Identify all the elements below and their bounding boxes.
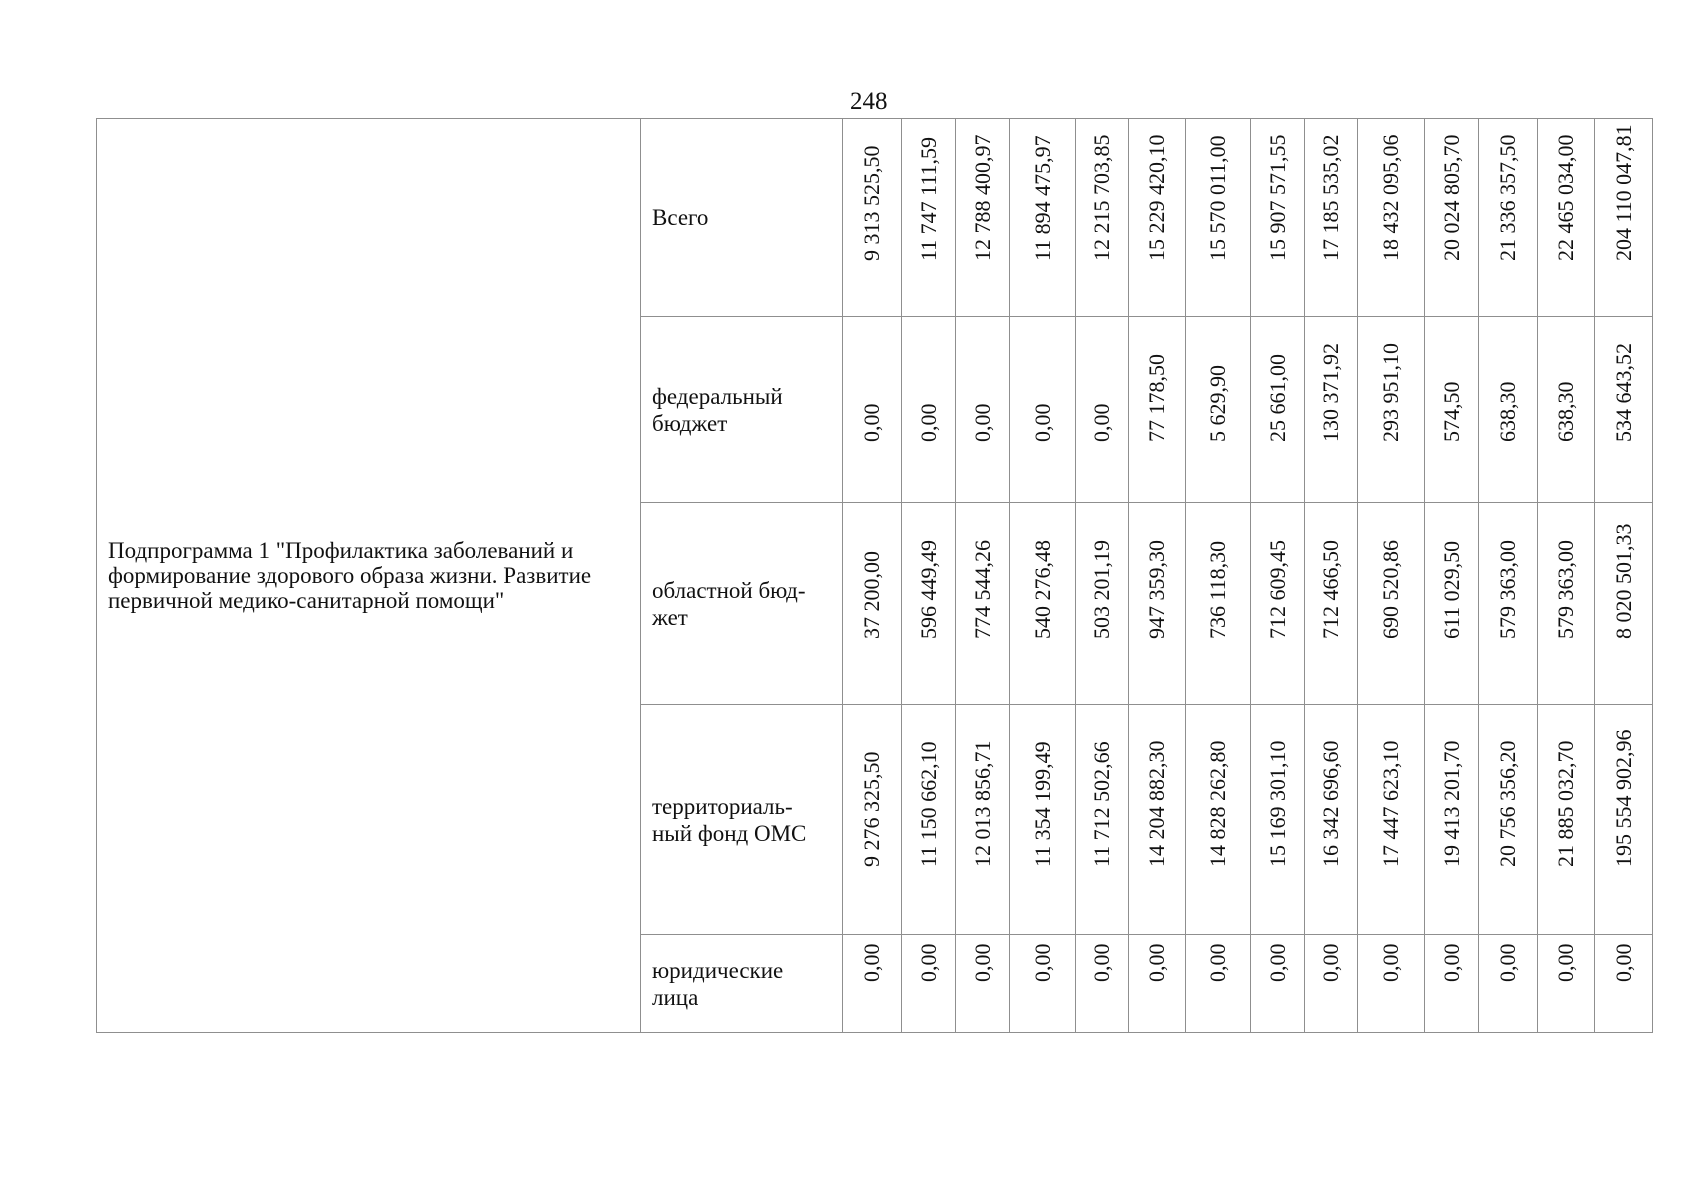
amount-value: 0,00 <box>859 403 884 442</box>
value-cell <box>1129 503 1186 705</box>
amount-value: 22 465 034,00 <box>1553 134 1578 261</box>
value-cell <box>956 705 1010 935</box>
amount-value: 11 150 662,10 <box>915 741 941 867</box>
amount-value: 16 342 696,60 <box>1318 740 1343 867</box>
value-cell <box>1010 119 1076 317</box>
amount-value: 8 020 501,33 <box>1610 523 1636 639</box>
amount-value: 18 432 095,06 <box>1378 134 1403 261</box>
amount-value: 534 643,52 <box>1610 343 1636 442</box>
value-cell <box>1251 503 1305 705</box>
amount-value: 11 712 502,66 <box>1089 741 1114 867</box>
value-cell <box>956 119 1010 317</box>
funding-table <box>96 118 1653 1033</box>
value-cell <box>1538 503 1595 705</box>
value-cell <box>1479 705 1538 935</box>
amount-value: 0,00 <box>1029 943 1055 982</box>
value-cell <box>1076 119 1129 317</box>
amount-value: 0,00 <box>1089 943 1114 982</box>
amount-value: 195 554 902,96 <box>1610 729 1636 867</box>
funding-source-label: юридические лица <box>641 935 843 1033</box>
amount-value: 19 413 201,70 <box>1438 740 1464 867</box>
value-cell <box>1425 503 1479 705</box>
amount-value: 204 110 047,81 <box>1610 124 1636 261</box>
value-cell <box>1186 119 1251 317</box>
amount-value: 20 024 805,70 <box>1438 134 1464 261</box>
funding-source-label: областной бюд-жет <box>641 503 843 705</box>
amount-value: 947 359,30 <box>1144 540 1169 639</box>
value-cell <box>1538 119 1595 317</box>
value-cell <box>1425 317 1479 503</box>
amount-value: 0,00 <box>1264 943 1290 982</box>
amount-value: 11 894 475,97 <box>1029 135 1055 261</box>
value-cell <box>1479 935 1538 1033</box>
value-cell <box>1186 935 1251 1033</box>
value-cell <box>1010 705 1076 935</box>
amount-value: 736 118,30 <box>1205 540 1230 639</box>
amount-value: 0,00 <box>969 943 995 982</box>
value-cell <box>1595 503 1653 705</box>
amount-value: 503 201,19 <box>1089 540 1114 639</box>
program-title: Подпрограмма 1 "Профилактика заболеваний и формирование здорового образа жизни. Развитие первичной медико-санитарной помощи" <box>97 119 641 1033</box>
amount-value: 15 570 011,00 <box>1205 135 1230 261</box>
amount-value: 14 828 262,80 <box>1205 740 1230 867</box>
amount-value: 17 447 623,10 <box>1378 740 1403 867</box>
value-cell <box>1076 317 1129 503</box>
amount-value: 712 609,45 <box>1264 540 1290 639</box>
amount-value: 0,00 <box>1378 943 1403 982</box>
value-cell <box>843 705 902 935</box>
value-cell <box>1010 503 1076 705</box>
amount-value: 0,00 <box>1029 403 1055 442</box>
value-cell <box>1076 935 1129 1033</box>
value-cell <box>1358 935 1425 1033</box>
value-cell <box>1425 119 1479 317</box>
value-cell <box>902 119 956 317</box>
value-cell <box>843 317 902 503</box>
value-cell <box>1479 119 1538 317</box>
amount-value: 574,50 <box>1438 381 1464 442</box>
amount-value: 0,00 <box>1438 943 1464 982</box>
amount-value: 15 907 571,55 <box>1264 134 1290 261</box>
value-cell <box>1305 705 1358 935</box>
value-cell <box>1129 705 1186 935</box>
amount-value: 0,00 <box>1318 943 1343 982</box>
value-cell <box>1129 935 1186 1033</box>
amount-value: 9 276 325,50 <box>859 751 884 867</box>
value-cell <box>1358 705 1425 935</box>
value-cell <box>1595 935 1653 1033</box>
amount-value: 540 276,48 <box>1029 540 1055 639</box>
funding-source-label: федеральный бюджет <box>641 317 843 503</box>
value-cell <box>1358 503 1425 705</box>
value-cell <box>1129 119 1186 317</box>
value-cell <box>902 503 956 705</box>
amount-value: 20 756 356,20 <box>1495 740 1520 867</box>
value-cell <box>1595 317 1653 503</box>
value-cell <box>1305 503 1358 705</box>
value-cell <box>1186 317 1251 503</box>
funding-source-label: Всего <box>641 119 843 317</box>
amount-value: 0,00 <box>1144 943 1169 982</box>
amount-value: 0,00 <box>915 403 941 442</box>
amount-value: 0,00 <box>1553 943 1578 982</box>
amount-value: 638,30 <box>1553 381 1578 442</box>
value-cell <box>1251 705 1305 935</box>
page-number: 248 <box>850 88 888 115</box>
amount-value: 0,00 <box>915 943 941 982</box>
value-cell <box>1595 705 1653 935</box>
amount-value: 12 788 400,97 <box>969 134 995 261</box>
amount-value: 21 336 357,50 <box>1495 134 1520 261</box>
value-cell <box>956 503 1010 705</box>
value-cell <box>1186 503 1251 705</box>
amount-value: 0,00 <box>1205 943 1230 982</box>
amount-value: 5 629,90 <box>1205 365 1230 442</box>
value-cell <box>1479 317 1538 503</box>
value-cell <box>1305 935 1358 1033</box>
row-total <box>97 119 1653 317</box>
value-cell <box>1538 935 1595 1033</box>
amount-value: 611 029,50 <box>1438 540 1464 639</box>
amount-value: 0,00 <box>859 943 884 982</box>
value-cell <box>1538 317 1595 503</box>
amount-value: 9 313 525,50 <box>859 145 884 261</box>
amount-value: 0,00 <box>969 403 995 442</box>
amount-value: 11 354 199,49 <box>1029 741 1055 867</box>
amount-value: 0,00 <box>1495 943 1520 982</box>
amount-value: 690 520,86 <box>1378 540 1403 639</box>
amount-value: 579 363,00 <box>1553 540 1578 639</box>
amount-value: 11 747 111,59 <box>915 136 941 261</box>
value-cell <box>1251 935 1305 1033</box>
amount-value: 579 363,00 <box>1495 540 1520 639</box>
value-cell <box>1076 503 1129 705</box>
value-cell <box>1251 317 1305 503</box>
value-cell <box>1305 317 1358 503</box>
value-cell <box>902 935 956 1033</box>
value-cell <box>1479 503 1538 705</box>
value-cell <box>1129 317 1186 503</box>
amount-value: 14 204 882,30 <box>1144 740 1169 867</box>
value-cell <box>1010 317 1076 503</box>
value-cell <box>1076 705 1129 935</box>
amount-value: 15 229 420,10 <box>1144 134 1169 261</box>
value-cell <box>902 705 956 935</box>
amount-value: 0,00 <box>1089 403 1114 442</box>
amount-value: 712 466,50 <box>1318 540 1343 639</box>
amount-value: 12 215 703,85 <box>1089 134 1114 261</box>
value-cell <box>843 503 902 705</box>
amount-value: 21 885 032,70 <box>1553 740 1578 867</box>
value-cell <box>1010 935 1076 1033</box>
value-cell <box>1251 119 1305 317</box>
value-cell <box>1305 119 1358 317</box>
value-cell <box>1358 119 1425 317</box>
value-cell <box>956 317 1010 503</box>
amount-value: 17 185 535,02 <box>1318 134 1343 261</box>
amount-value: 638,30 <box>1495 381 1520 442</box>
amount-value: 12 013 856,71 <box>969 740 995 867</box>
amount-value: 37 200,00 <box>859 551 884 639</box>
value-cell <box>1186 705 1251 935</box>
amount-value: 25 661,00 <box>1264 354 1290 442</box>
value-cell <box>956 935 1010 1033</box>
amount-value: 130 371,92 <box>1318 343 1343 442</box>
amount-value: 596 449,49 <box>915 540 941 639</box>
amount-value: 293 951,10 <box>1378 343 1403 442</box>
value-cell <box>902 317 956 503</box>
amount-value: 15 169 301,10 <box>1264 740 1290 867</box>
funding-source-label: территориаль-ный фонд ОМС <box>641 705 843 935</box>
value-cell <box>843 935 902 1033</box>
value-cell <box>1538 705 1595 935</box>
amount-value: 77 178,50 <box>1144 354 1169 442</box>
value-cell <box>1425 935 1479 1033</box>
amount-value: 774 544,26 <box>969 540 995 639</box>
value-cell <box>843 119 902 317</box>
value-cell <box>1358 317 1425 503</box>
value-cell <box>1595 119 1653 317</box>
amount-value: 0,00 <box>1610 943 1636 982</box>
value-cell <box>1425 705 1479 935</box>
